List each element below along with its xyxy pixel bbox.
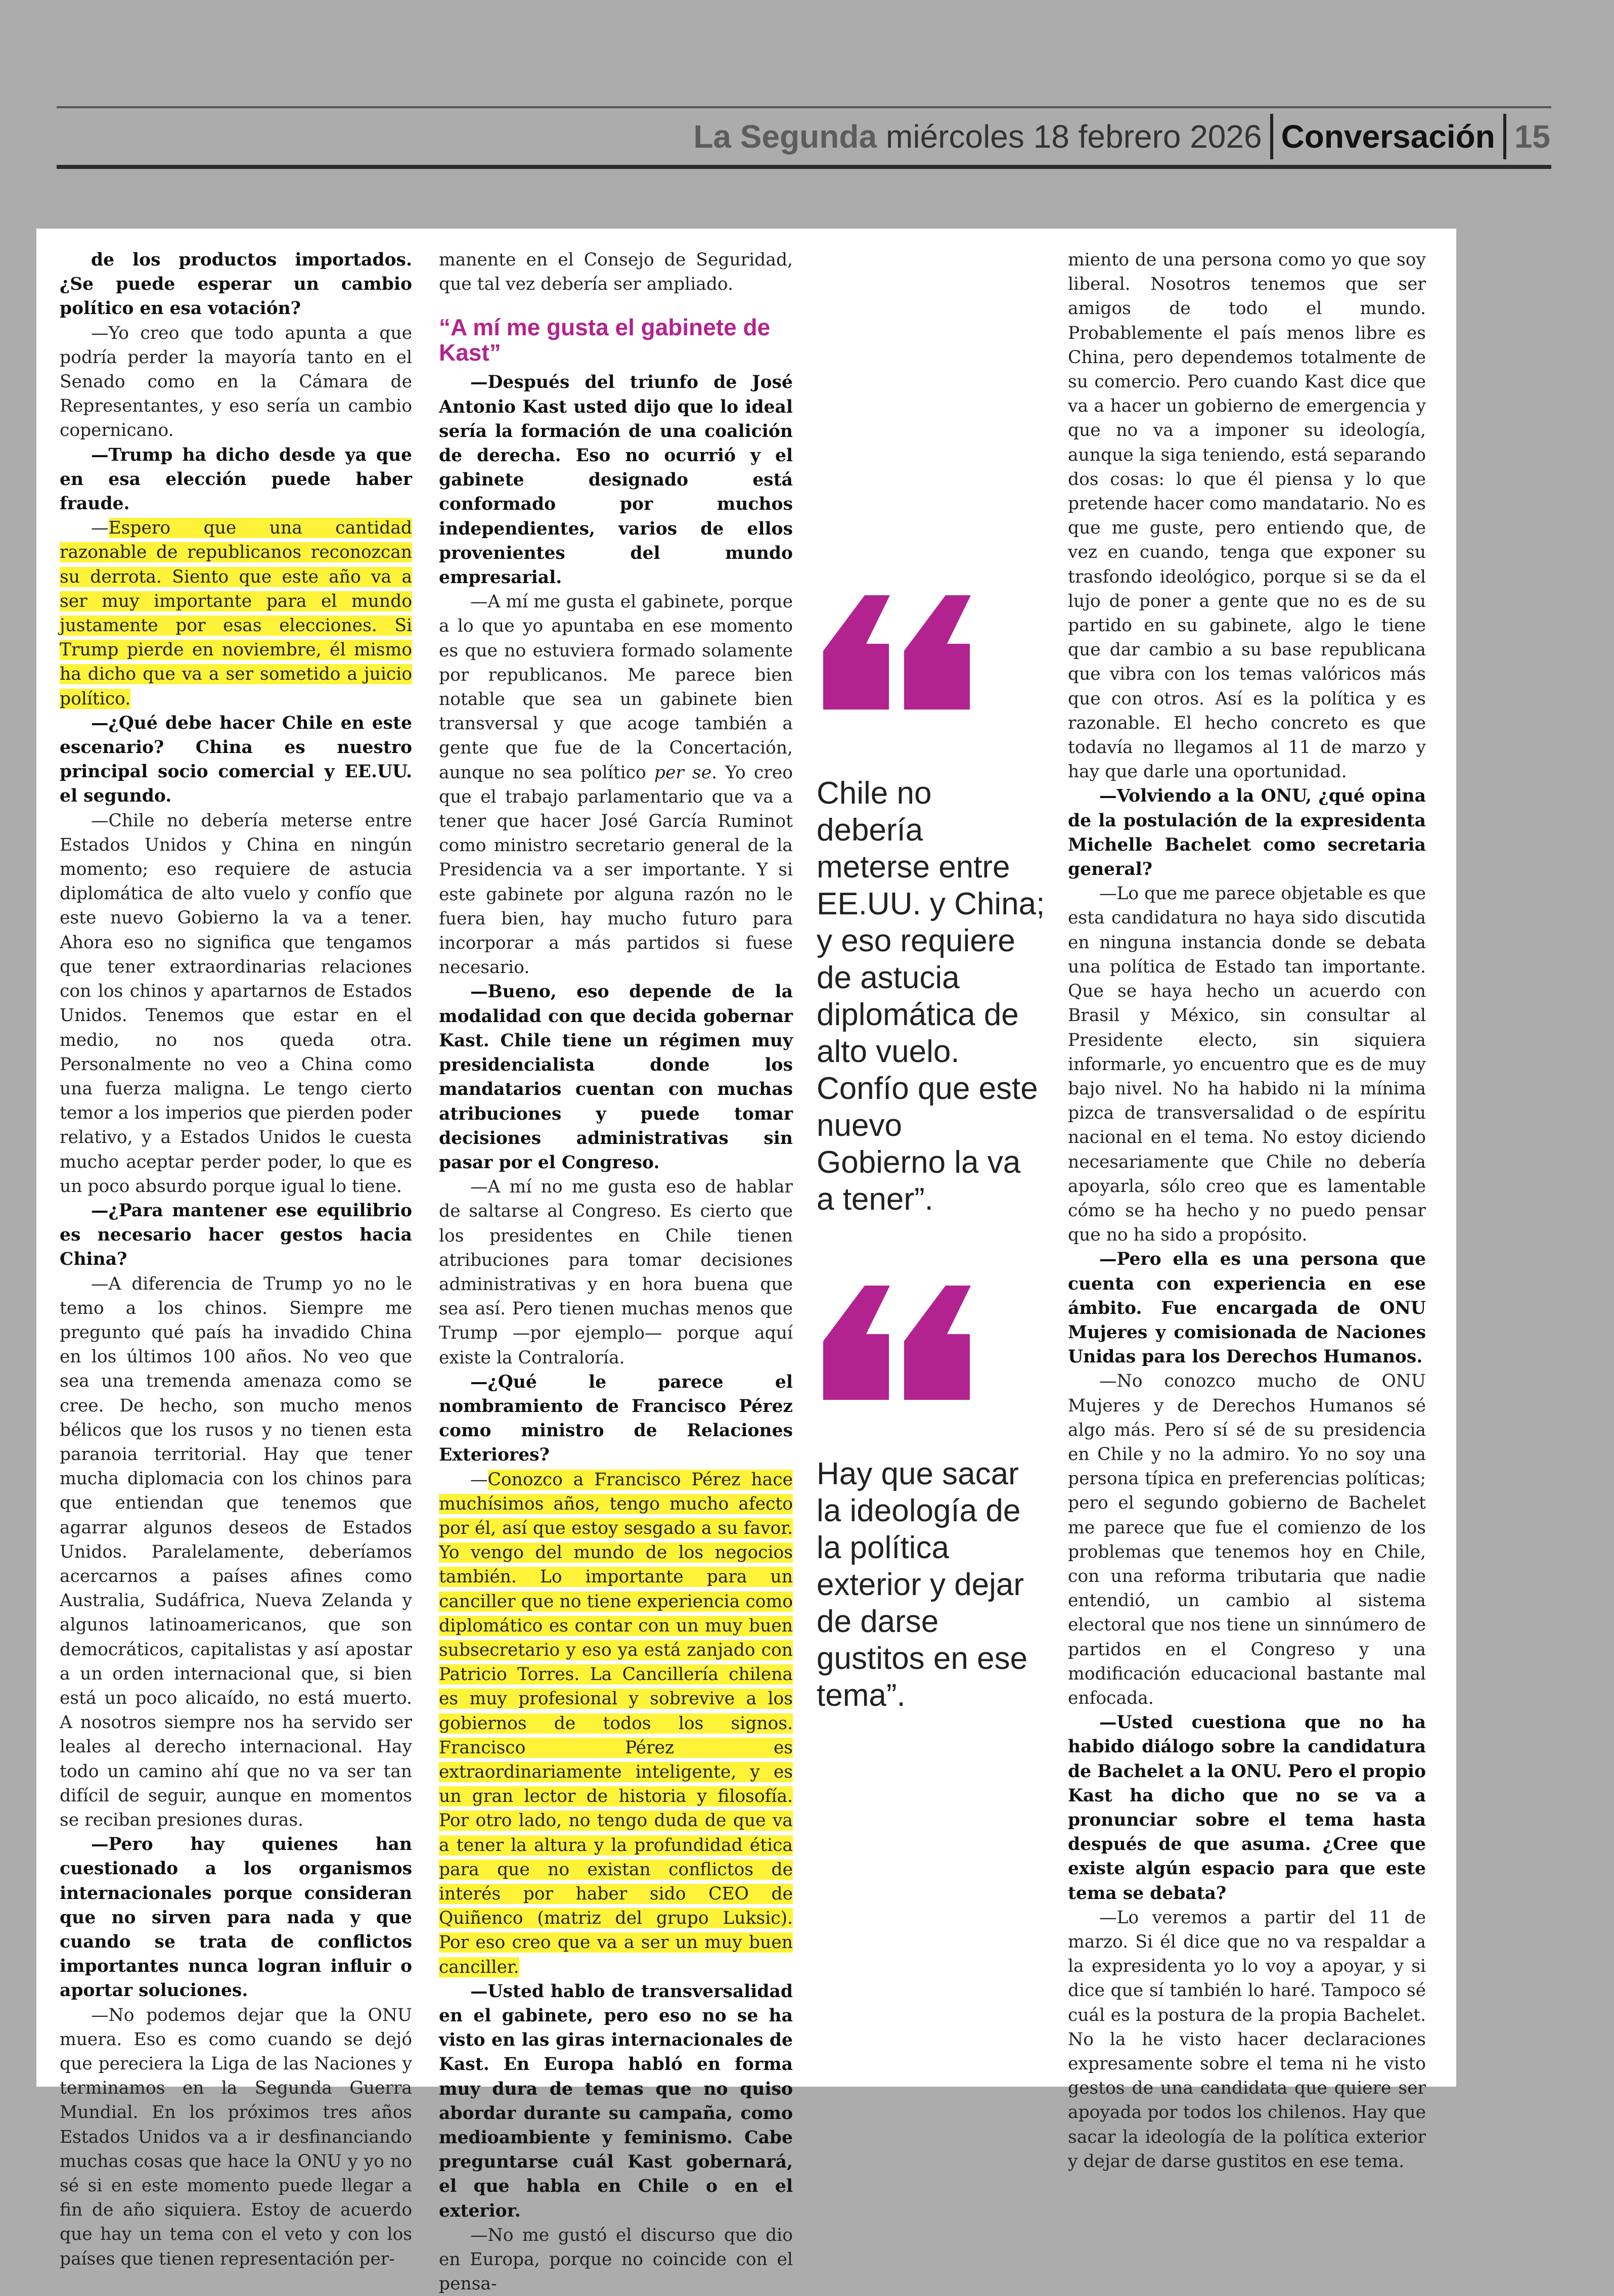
issue-date: miércoles 18 febrero 2026 <box>886 118 1262 155</box>
article-column-1 <box>60 248 412 2271</box>
interview-answer <box>60 321 412 443</box>
quote-mark-icon <box>814 589 981 716</box>
paragraph-text: — <box>91 518 109 539</box>
pull-quote-line: a tener”. <box>817 1182 933 1217</box>
highlighted-text: Conozco a Francisco Pérez hace muchísimos años, tengo mucho afecto por él, así que estoy sesgado a su favor. Yo vengo del mundo de los negocios también. Lo importante para un canciller que no tiene experiencia como diplomático es contar con un muy buen subsecretario y eso ya está zanjado con Patricio Torres. La Cancillería chilena es muy profesional y sobrevive a los gobiernos de todos los signos. Francisco Pérez es extraordinariamente inteligente, y es un gran lector de historia y filosofía. Por otro lado, no tengo duda de que va a tener la altura y la profundidad ética para que no existan conflictos de interés por haber sido CEO de Quiñenco (matriz del grupo Luksic). Por eso creo que va a ser un muy buen canciller. <box>439 1469 793 1977</box>
paragraph-text: —A mí no me gusta eso de hablar de saltarse al Congreso. Es cierto que los presidentes en Chile tienen atribuciones para tomar decisiones administrativas y en hora buena que sea así. Pero tienen muchas menos que Trump —por ejemplo— porque aquí existe la Contraloría. <box>439 1177 793 1368</box>
article-column-4 <box>1068 248 1426 2174</box>
paragraph-text: —Usted cuestiona que no ha habido diálogo sobre la candidatura de Bachelet a la ONU. Pero el propio Kast ha dicho que no se va a pronunciar sobre el tema hasta después de que asuma. ¿Cree que existe algún espacio para que este tema se debata? <box>1068 1712 1426 1904</box>
interview-question <box>60 248 412 321</box>
interview-answer <box>439 1175 793 1370</box>
article-column-2-body <box>439 370 793 2296</box>
paragraph-text: — <box>470 1469 488 1490</box>
paragraph-text: —Usted hablo de transversalidad en el gabinete, pero eso no se ha visto en las giras internacionales de Kast. En Europa habló en forma muy dura de temas que no quiso abordar durante su campaña, como medioambiente y feminismo. Cabe preguntarse cuál Kast gobernará, el que habla en Chile o en el exterior. <box>439 1981 793 2221</box>
interview-answer <box>1068 881 1426 1247</box>
interview-question <box>60 711 412 809</box>
paragraph-text: —¿Qué debe hacer Chile en este escenario? China es nuestro principal socio comercial y EE.UU. el segundo. <box>60 713 412 807</box>
page-number: 15 <box>1514 118 1550 155</box>
header-bottom-rule <box>57 165 1551 169</box>
pull-quote-line: alto vuelo. <box>817 1034 960 1069</box>
masthead <box>693 110 1550 163</box>
interview-question <box>60 1832 412 2003</box>
paragraph-text: —Lo que me parece objetable es que esta candidatura no haya sido discutida en ninguna instancia donde se debata una política de Estado tan importante. Que se haya hecho un acuerdo con Brasil y México, sin consultar al Presidente electo, sin siquiera informarle, yo encuentro que es de muy bajo nivel. No ha habido ni la mínima pizca de transversalidad o de espíritu nacional en el tema. No estoy diciendo necesariamente que Chile no debería apoyarla, sólo creo que es lamentable cómo se ha hecho y no puedo pensar que no ha sido a propósito. <box>1068 884 1426 1246</box>
paragraph-text: —No me gustó el discurso que dio en Europa, porque no coincide con el pensa- <box>439 2225 793 2294</box>
pull-quote-line: exterior y dejar <box>817 1567 1024 1602</box>
paragraph-text: —Trump ha dicho desde ya que en esa elección puede haber fraude. <box>60 445 412 514</box>
interview-question <box>439 980 793 1175</box>
pull-quote-line: EE.UU. y China; <box>817 887 1045 921</box>
newspaper-name: La Segunda <box>693 118 877 155</box>
paragraph-text: —Lo veremos a partir del 11 de marzo. Si él dice que no va respaldar a la expresidenta yo lo voy a apoyar, y si dice que sí también lo haré. Tampoco sé cuál es la postura de la propia Bachelet. No la he visto hacer declaraciones expresamente sobre el tema ni he visto gestos de una candidata que quiere ser apoyada por todos los chilenos. Hay que sacar la ideología de la política exterior y dejar de darse gustitos en ese tema. <box>1068 1907 1426 2172</box>
subheading: “A mí me gusta el gabinete de Kast” <box>439 314 771 366</box>
section-name: Conversación <box>1281 118 1495 155</box>
pull-quote-line: tema”. <box>817 1678 906 1713</box>
interview-question <box>60 443 412 516</box>
interview-answer <box>60 809 412 1199</box>
pull-quote-line: de astucia <box>817 960 960 995</box>
pull-quote-1 <box>817 775 1054 1218</box>
paragraph-text: de los productos importados. ¿Se puede esperar un cambio político en esa votación? <box>60 250 412 319</box>
pull-quote-2 <box>817 1455 1054 1714</box>
interview-answer <box>439 1468 793 1979</box>
pull-quote-line: diplomática de <box>817 997 1019 1032</box>
paragraph-text: —No podemos dejar que la ONU muera. Eso es como cuando se dejó que pereciera la Liga de las Naciones y terminamos en la Segunda Guerra Mundial. En los próximos tres años Estados Unidos va a ir desfinanciando muchas cosas que hace la ONU y yo no sé si en este momento puede llegar a fin de año siquiera. Estoy de acuerdo que hay un tema con el veto y con los países que tienen representación per- <box>60 2005 412 2269</box>
emphasized-text: per se <box>654 762 712 783</box>
pull-quote-line: Confío que este <box>817 1071 1038 1106</box>
pull-quote-line: Gobierno la va <box>817 1145 1021 1180</box>
interview-question <box>60 1199 412 1272</box>
interview-question <box>1068 1710 1426 1906</box>
paragraph-text: —Chile no debería meterse entre Estados Unidos y China en ningún momento; eso requiere de astucia diplomática de alto vuelo y confío que este nuevo Gobierno la va a tener. Ahora eso no significa que tengamos que tener extraordinarias relaciones con los chinos y apartarnos de Estados Unidos. Tenemos que estar en el medio, no nos queda otra. Personalmente no veo a China como una fuerza maligna. Le tengo cierto temor a los imperios que pierden poder relativo, y a Estados Unidos le cuesta mucho aceptar perder poder, lo que es un poco absurdo porque igual lo tiene. <box>60 810 412 1197</box>
pull-quote-line: y eso requiere <box>817 923 1015 958</box>
pull-quote-line: de darse <box>817 1604 939 1639</box>
interview-answer <box>60 1272 412 1833</box>
header-divider <box>1270 114 1273 159</box>
interview-answer <box>439 2223 793 2296</box>
interview-question <box>1068 1247 1426 1369</box>
paragraph-text: —¿Qué le parece el nombramiento de Francisco Pérez como ministro de Relaciones Exteriores? <box>439 1372 793 1466</box>
interview-question <box>439 1370 793 1468</box>
pull-quote-line: nuevo <box>817 1108 902 1143</box>
paragraph-text: —Pero ella es una persona que cuenta con experiencia en ese ámbito. Fue encargada de ONU Mujeres y comisionada de Naciones Unidas para los Derechos Humanos. <box>1068 1249 1426 1367</box>
paragraph-text: —No conozco mucho de ONU Mujeres y de Derechos Humanos sé algo más. Pero sí sé de su presidencia en Chile y no la admiro. Yo no soy una persona típica en preferencias políticas; pero el segundo gobierno de Bachelet me parece que fue el comienzo de los problemas que tenemos hoy en Chile, con una reforma tributaria que nadie entendió, un cambio al sistema electoral que nos tiene un sinnúmero de partidos en el Congreso y una modificación educacional bastante mal enfocada. <box>1068 1371 1426 1708</box>
interview-answer <box>60 516 412 711</box>
header-divider <box>1503 114 1506 159</box>
article-column-2 <box>439 248 793 2296</box>
pull-quote-line: gustitos en ese <box>817 1641 1028 1676</box>
paragraph-text: —A mí me gusta el gabinete, porque a lo que yo apuntaba en ese momento es que no estuviera formado solamente por republicanos. Me parece bien notable que sea un gabinete bien transversal y que acoge también a gente que fue de la Concertación, aunque no sea político <box>439 592 793 783</box>
paragraph-text: . Yo creo que el trabajo parlamentario que va a tener que hacer José García Ruminot como ministro secretario general de la Presidencia va a ser importante. Y si este gabinete por alguna razón no le fuera bien, hay mucho futuro para incorporar a más partidos si fuese necesario. <box>439 762 793 978</box>
paragraph: manente en el Consejo de Seguridad, que tal vez debería ser ampliado. <box>439 250 793 295</box>
paragraph-text: —Volviendo a la ONU, ¿qué opina de la postulación de la expresidenta Michelle Bachelet como secretaria general? <box>1068 786 1426 880</box>
paragraph-text: —¿Para mantener ese equilibrio es necesario hacer gestos hacia China? <box>60 1200 412 1270</box>
pull-quote-line: debería <box>817 813 923 848</box>
highlighted-text: Espero que una cantidad razonable de republicanos reconozcan su derrota. Siento que este año va a ser muy importante para el mundo justamente por esas elecciones. Si Trump pierde en noviembre, él mismo ha dicho que va a ser sometido a juicio político. <box>60 518 412 709</box>
interview-answer <box>1068 248 1426 784</box>
paragraph-text: —A diferencia de Trump yo no le temo a los chinos. Siempre me pregunto qué país ha invadido China en los últimos 100 años. No veo que sea una tremenda amenaza como se cree. De hecho, son mucho menos bélicos que los rusos y no tienen esta paranoia territorial. Hay que tener mucha diplomacia con los chinos para que entiendan que tenemos que agarrar algunos deseos de Estados Unidos. Paralelamente, deberíamos acercarnos a países afines como Australia, Sudáfrica, Nueva Zelanda y algunos latinoamericanos, que son democráticos, capitalistas y así apostar a un orden internacional que, si bien está un poco alicaído, no está muerto. A nosotros siempre nos ha servido ser leales al derecho internacional. Hay todo un camino ahí que no va ser tan difícil de seguir, aunque en momentos se reciban presiones duras. <box>60 1273 412 1830</box>
paragraph-text: miento de una persona como yo que soy liberal. Nosotros tenemos que ser amigos de todo el mundo. Probablemente el país menos libre es China, pero dependemos totalmente de su comercio. Pero cuando Kast dice que va a hacer un gobierno de emergencia y que no va a imponer su ideología, aunque la siga teniendo, está separando dos cosas: lo que él piensa y lo que pretende hacer como mandatario. No es que me guste, pero entiendo que, de vez en cuando, tenga que exponer su trasfondo ideológico, porque si se da el lujo de poner a gente que no es de su partido en su gabinete, algo le tiene que dar cambio a su base republicana que vibra con los temas valóricos más que con otros. Así es la política y es razonable. El hecho concreto es que todavía no llegamos al 11 de marzo y hay que darle una oportunidad. <box>1068 250 1426 782</box>
interview-question <box>439 370 793 590</box>
interview-question <box>439 1979 793 2223</box>
quote-mark-icon <box>814 1279 981 1406</box>
interview-answer <box>60 2003 412 2271</box>
pull-quote-line: la política <box>817 1530 949 1565</box>
header-top-rule <box>57 106 1551 108</box>
paragraph-text: —Yo creo que todo apunta a que podría perder la mayoría tanto en el Senado como en la Cámara de Representantes, y eso sería un cambio copernicano. <box>60 323 412 441</box>
interview-answer <box>1068 1369 1426 1710</box>
pull-quote-line: meterse entre <box>817 850 1010 885</box>
pull-quote-line: la ideología de <box>817 1493 1021 1528</box>
interview-answer <box>439 590 793 980</box>
pull-quote-line: Hay que sacar <box>817 1456 1019 1491</box>
paragraph-text: —Después del triunfo de José Antonio Kast usted dijo que lo ideal sería la formación de una coalición de derecha. Eso no ocurrió y el gabinete designado está conformado por muchos independientes, varios de ellos provenientes del mundo empresarial. <box>439 372 793 588</box>
interview-answer <box>1068 1906 1426 2174</box>
pull-quote-line: Chile no <box>817 776 932 811</box>
interview-question <box>1068 784 1426 881</box>
paragraph-text: —Pero hay quienes han cuestionado a los organismos internacionales porque consideran que no sirven para nada y que cuando se trata de conflictos importantes nunca logran influir o aportar soluciones. <box>60 1834 412 2001</box>
paragraph-text: —Bueno, eso depende de la modalidad con que decida gobernar Kast. Chile tiene un régimen muy presidencialista donde los mandatarios cuentan con muchas atribuciones y puede tomar decisiones administrativas sin pasar por el Congreso. <box>439 982 793 1173</box>
